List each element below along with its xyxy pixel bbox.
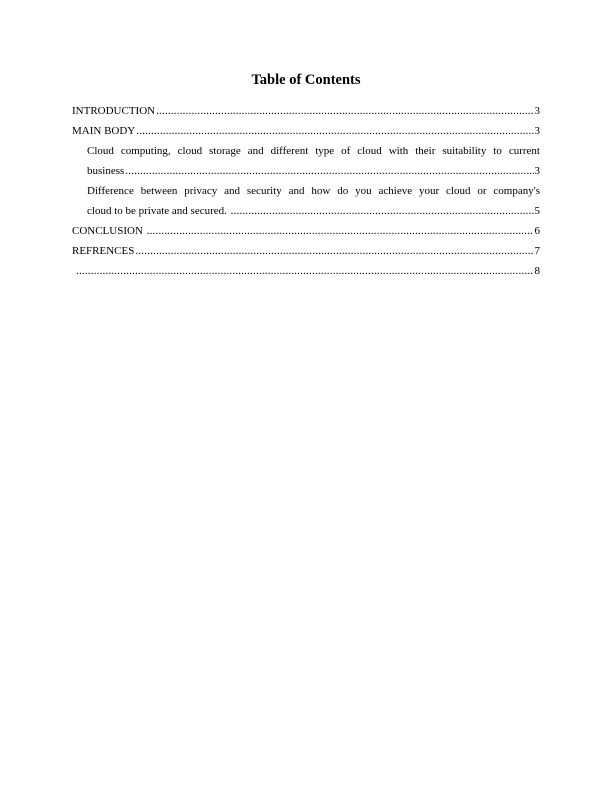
toc-entry-text: CONCLUSION <box>72 225 146 237</box>
toc-entry-text: MAIN BODY <box>72 125 136 137</box>
toc-entry-text-line: Difference between privacy and security and how do you achieve your cloud or company's <box>87 185 540 197</box>
toc-entry-untitled[interactable] <box>72 261 540 281</box>
toc-page-number: 3 <box>534 125 540 137</box>
toc-entry-conclusion[interactable] <box>72 221 540 241</box>
toc-entry-main-body[interactable] <box>72 121 540 141</box>
toc-page-number: 7 <box>534 245 540 257</box>
dot-leader <box>135 241 533 261</box>
dot-leader <box>147 221 534 241</box>
dot-leader <box>76 261 534 281</box>
toc-page-number: 3 <box>534 165 540 177</box>
toc-page-number: 3 <box>534 105 540 117</box>
toc-entry-text: REFRENCES <box>72 245 135 257</box>
dot-leader <box>125 161 533 181</box>
toc-entry-references[interactable] <box>72 241 540 261</box>
toc-entry-cloud-computing[interactable] <box>72 141 540 181</box>
dot-leader <box>136 121 533 141</box>
toc-entry-introduction[interactable] <box>72 101 540 121</box>
toc-page-number: 8 <box>534 265 540 277</box>
toc-entry-text: business <box>87 165 125 177</box>
toc-entry-text: cloud to be private and secured. <box>87 205 230 217</box>
toc-page-number: 5 <box>534 205 540 217</box>
toc-title: Table of Contents <box>251 72 361 88</box>
toc-page-number: 6 <box>534 225 540 237</box>
toc-entry-text-line: Cloud computing, cloud storage and different type of cloud with their suitability to current <box>87 145 540 157</box>
dot-leader <box>231 201 534 221</box>
toc-entry-text: INTRODUCTION <box>72 105 156 117</box>
table-of-contents <box>72 101 540 281</box>
toc-entry-privacy-security[interactable] <box>72 181 540 221</box>
dot-leader <box>156 101 533 121</box>
